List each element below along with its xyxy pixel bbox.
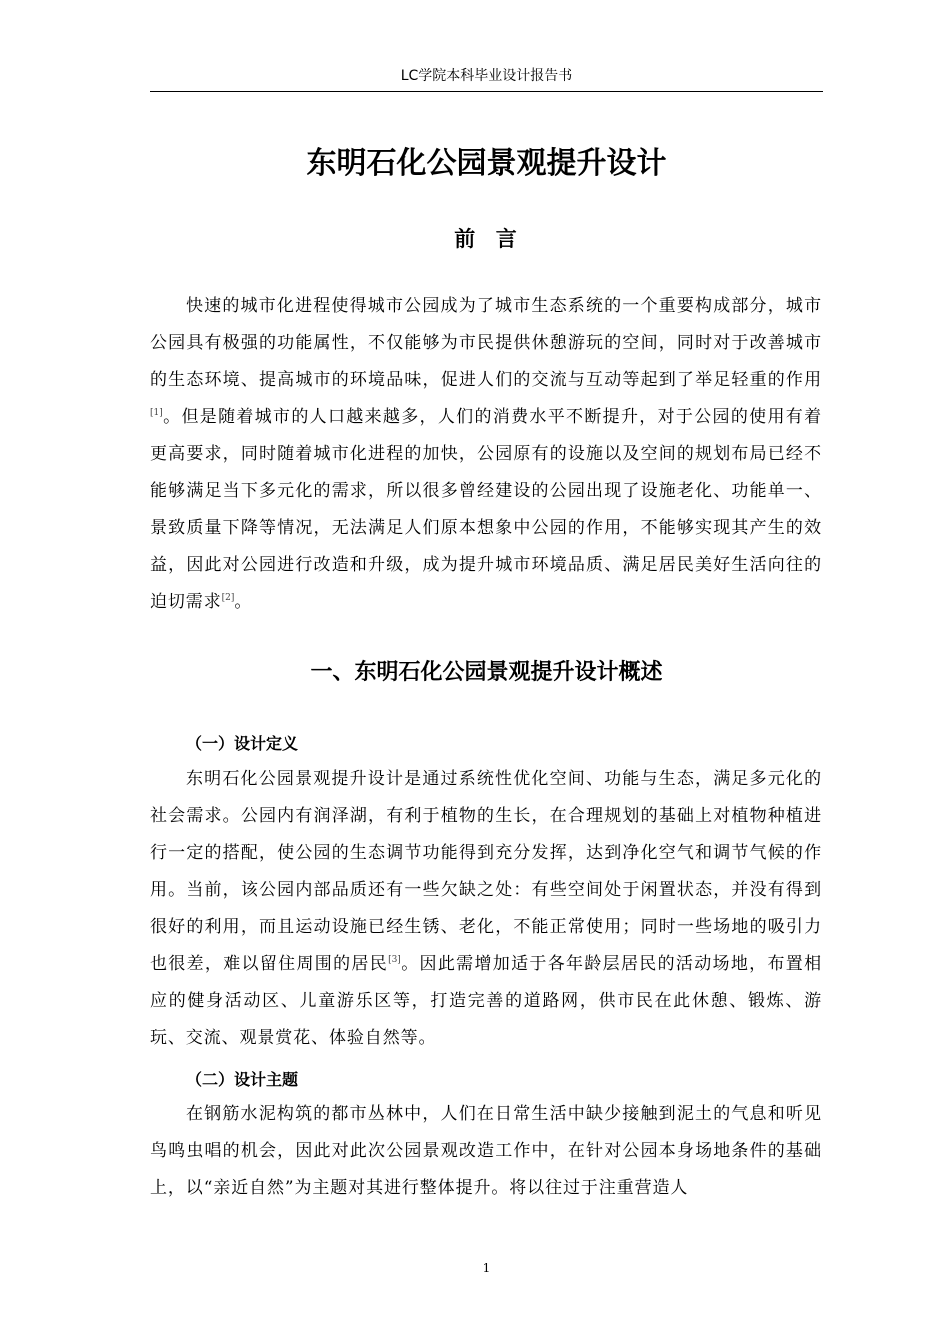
preface-heading-text: 前 言 xyxy=(454,227,519,251)
citation-ref-3: [3] xyxy=(388,955,401,965)
preface-heading xyxy=(150,222,823,256)
citation-ref-2: [2] xyxy=(221,593,235,603)
preface-paragraph xyxy=(150,288,822,621)
subsection-2-heading: （二）设计主题 xyxy=(186,1070,299,1089)
subsection-1-text-2: 。因此需增加适于各年龄层居民的活动场地，布置相应的健身活动区、儿童游乐区等，打造完善的道路网，供市民在此休憩、锻炼、游玩、交流、观景赏花、体验自然等。 xyxy=(150,954,822,1048)
citation-ref-1: [1] xyxy=(150,408,163,418)
document-title: 东明石化公园景观提升设计 xyxy=(306,146,667,181)
header-rule xyxy=(150,91,823,92)
preface-text-3: 。 xyxy=(234,592,253,612)
page-number: 1 xyxy=(482,1261,491,1275)
section-1-heading: 一、东明石化公园景观提升设计概述 xyxy=(310,660,663,685)
subsection-1-text-1: 东明石化公园景观提升设计是通过系统性优化空间、功能与生态，满足多元化的社会需求。公园内有润泽湖，有利于植物的生长，在合理规划的基础上对植物种植进行一定的搭配，使公园的生态调节功能得到充分发挥，达到净化空气和调节气候的作用。当前，该公园内部品质还有一些欠缺之处：有些空间处于闲置状态，并没有得到很好的利用，而且运动设施已经生锈、老化，不能正常使用；同时一些场地的吸引力也很差，难以留住周围的居民 xyxy=(150,769,822,974)
subsection-2-text-1: 在钢筋水泥构筑的都市丛林中，人们在日常生活中缺少接触到泥土的气息和听见鸟鸣虫唱的机会，因此对此次公园景观改造工作中，在针对公园本身场地条件的基础上，以“亲近自然”为主题对其进行整体提升。将以往过于注重营造人 xyxy=(150,1104,822,1198)
subsection-1-heading: （一）设计定义 xyxy=(186,734,299,753)
subsection-2-paragraph xyxy=(150,1096,822,1207)
preface-text-1: 快速的城市化进程使得城市公园成为了城市生态系统的一个重要构成部分，城市公园具有极强的功能属性，不仅能够为市民提供休憩游玩的空间，同时对于改善城市的生态环境、提高城市的环境品味，促进人们的交流与互动等起到了举足轻重的作用 xyxy=(150,296,822,390)
subsection-1-paragraph xyxy=(150,761,822,1057)
running-header: LC学院本科毕业设计报告书 xyxy=(400,68,573,84)
preface-text-2: 。但是随着城市的人口越来越多，人们的消费水平不断提升，对于公园的使用有着更高要求，同时随着城市化进程的加快，公园原有的设施以及空间的规划布局已经不能够满足当下多元化的需求，所以很多曾经建设的公园出现了设施老化、功能单一、景致质量下降等情况，无法满足人们原本想象中公园的作用，不能够实现其产生的效益，因此对公园进行改造和升级，成为提升城市环境品质、满足居民美好生活向往的迫切需求 xyxy=(150,407,822,612)
